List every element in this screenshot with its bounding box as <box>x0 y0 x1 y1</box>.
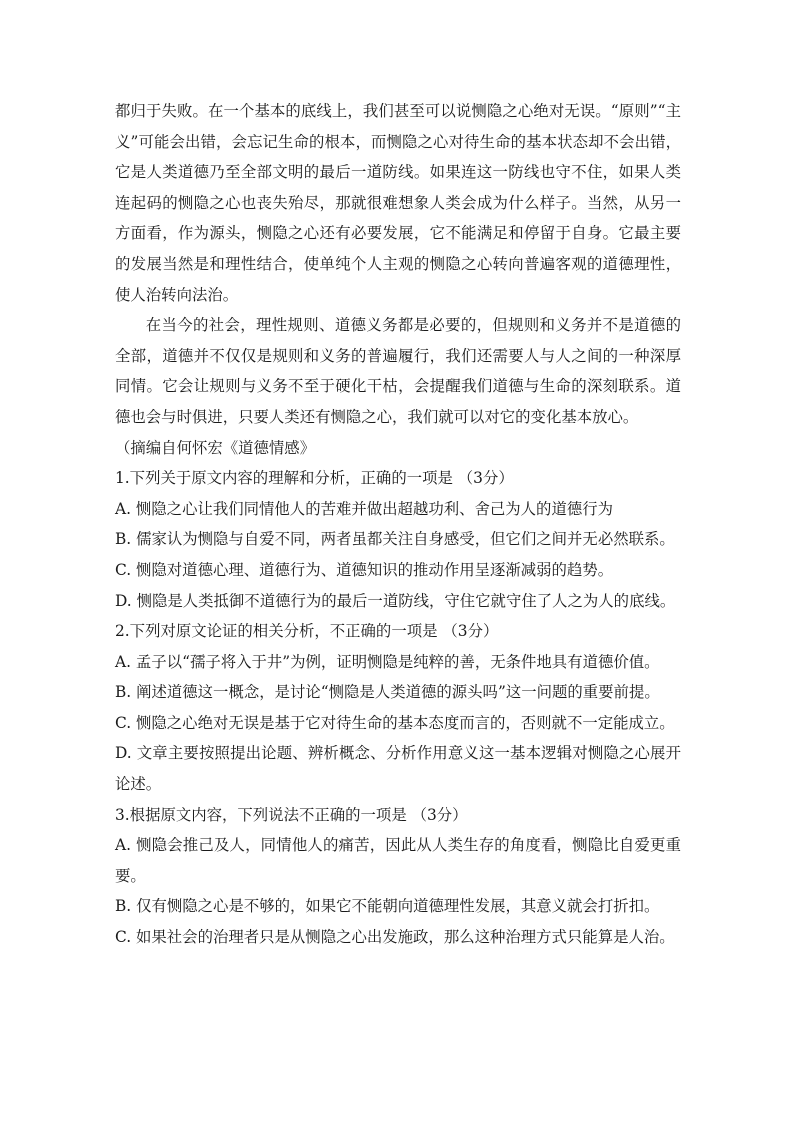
question-1-option-b: B. 儒家认为恻隐与自爱不同，两者虽都关注自身感受，但它们之间并无必然联系。 <box>115 530 675 549</box>
question-2-option-c: C. 恻隐之心绝对无误是基于它对待生命的基本态度而言的，否则就不一定能成立。 <box>115 713 675 732</box>
question-2-stem: 2.下列对原文论证的相关分析，不正确的一项是 （3分） <box>115 622 499 641</box>
question-2-option-a: A. 孟子以“孺子将入于井”为例，证明恻隐是纯粹的善，无条件地具有道德价值。 <box>115 652 660 671</box>
passage-source: （摘编自何怀宏《道德情感》 <box>115 438 316 457</box>
question-3-option-b: B. 仅有恻隐之心是不够的，如果它不能朝向道德理性发展，其意义就会打折扣。 <box>115 897 660 916</box>
question-3-option-a: A. 恻隐会推己及人，同情他人的痛苦，因此从人类生存的角度看，恻隐比自爱更重要。 <box>115 836 681 885</box>
question-2-option-d: D. 文章主要按照提出论题、辨析概念、分析作用意义这一基本逻辑对恻隐之心展开论述。 <box>115 744 681 794</box>
question-1-option-c: C. 恻隐对道德心理、道德行为、道德知识的推动作用呈逐渐减弱的趋势。 <box>115 560 614 579</box>
question-1-option-a: A. 恻隐之心让我们同情他人的苦难并做出超越功利、舍己为人的道德行为 <box>115 499 614 518</box>
question-3-stem: 3.根据原文内容，下列说法不正确的一项是 （3分） <box>115 805 468 824</box>
document-page <box>115 96 681 953</box>
question-3-option-c: C. 如果社会的治理者只是从恻隐之心出发施政，那么这种治理方式只能算是人治。 <box>115 928 675 947</box>
question-2-option-b: B. 阐述道德这一概念，是讨论“恻隐是人类道德的源头吗”这一问题的重要前提。 <box>115 683 660 702</box>
passage-paragraph-2: 在当今的社会，理性规则、道德义务都是必要的，但规则和义务并不是道德的全部，道德并不仅仅是规则和义务的普遍履行，我们还需要人与人之间的一种深厚同情。它会让规则与义务不至于硬化干枯，会提醒我们道德与生命的深刻联系。道德也会与时俱进，只要人类还有恻隐之心，我们就可以对它的变化基本放心。 <box>115 316 681 426</box>
question-1-option-d: D. 恻隐是人类抵御不道德行为的最后一道防线，守住它就守住了人之为人的底线。 <box>115 591 676 610</box>
question-1-stem: 1.下列关于原文内容的理解和分析，正确的一项是 （3分） <box>115 469 514 488</box>
passage-paragraph-1: 都归于失败。在一个基本的底线上，我们甚至可以说恻隐之心绝对无误。“原则”“主义”可能会出错，会忘记生命的根本，而恻隐之心对待生命的基本状态却不会出错，它是人类道德乃至全部文明的最后一道防线。如果连这一防线也守不住，如果人类连起码的恻隐之心也丧失殆尽，那就很难想象人类会成为什么样子。当然，从另一方面看，作为源头，恻隐之心还有必要发展，它不能满足和停留于自身。它最主要的发展当然是和理性结合，使单纯个人主观的恻隐之心转向普遍客观的道德理性，使人治转向法治。 <box>115 102 681 304</box>
